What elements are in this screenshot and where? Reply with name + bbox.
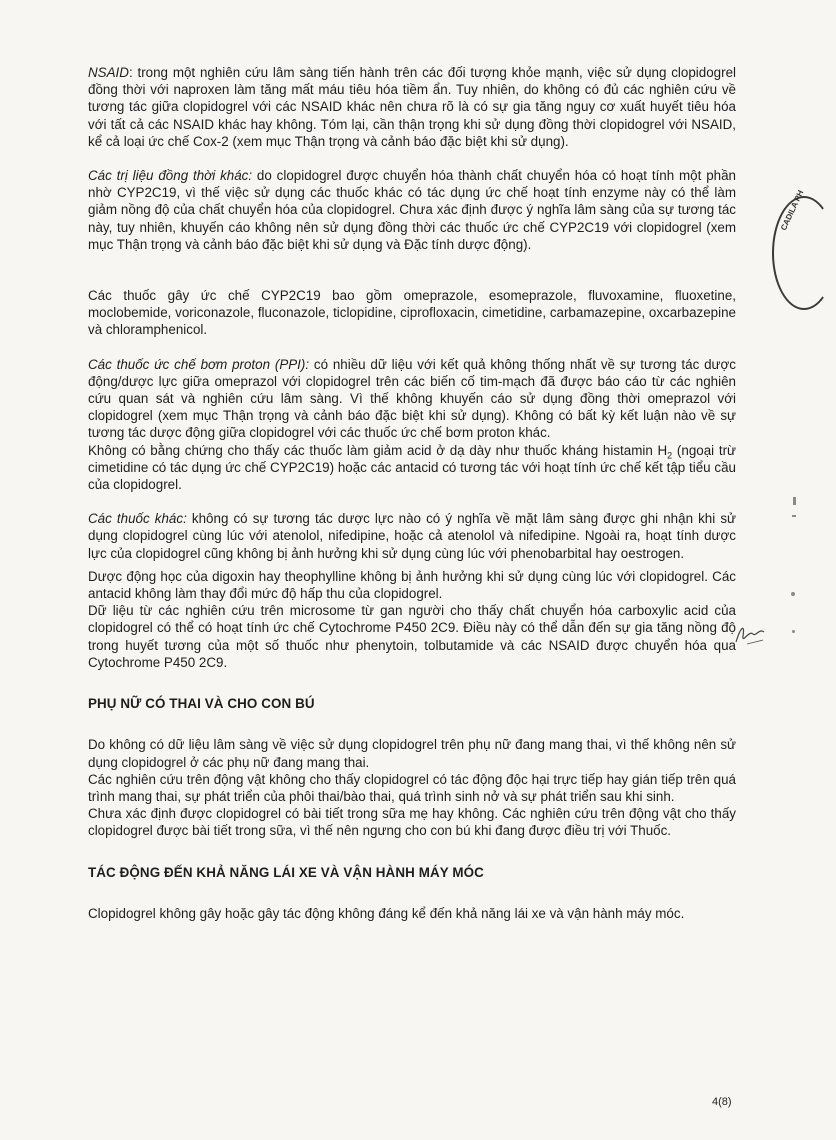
scan-mark bbox=[791, 592, 795, 596]
document-body bbox=[88, 64, 736, 922]
other-drugs-text: không có sự tương tác dược lực nào có ý nghĩa về mặt lâm sàng được ghi nhận khi sử dụng clopidogrel cùng lúc với atenolol, nifedipine, hoặc cả atenolol và nifedipine. Ngoài ra, hoạt tính dược lực của clopidogrel cũng không bị ảnh hưởng khi sử dụng cùng lúc với phenobarbital hay oestrogen. bbox=[88, 511, 736, 561]
paragraph-other-therapies bbox=[88, 167, 736, 253]
heading-pregnancy: PHỤ NỮ CÓ THAI VÀ CHO CON BÚ bbox=[88, 696, 315, 712]
scan-mark bbox=[793, 497, 796, 505]
paragraph-pregnancy-1: Do không có dữ liệu lâm sàng về việc sử dụng clopidogrel trên phụ nữ đang mang thai, vì thế không nên sử dụng clopidogrel ở các phụ nữ đang mang thai. bbox=[88, 737, 736, 770]
antacid-after: (ngoại trừ cimetidine có tác dụng ức chế CYP2C19) hoặc các antacid có tương tác với hoạt tính ức chế kết tập tiểu cầu của clopidogrel. bbox=[88, 442, 736, 493]
other-therapies-lead: Các trị liệu đồng thời khác: bbox=[88, 168, 253, 184]
company-stamp bbox=[772, 196, 836, 310]
page-number: 4(8) bbox=[712, 1096, 732, 1108]
paragraph-microsome: Dữ liệu từ các nghiên cứu trên microsome từ gan người cho thấy chất chuyển hóa carboxylic acid của clopidogrel có thể có hoạt tính ức chế Cytochrome P450 2C9. Điều này có thể dẫn đến sự gia tăng nồng độ trong huyết tương của một số thuốc như phenytoin, tolbutamide và các NSAID được chuyển hóa qua Cytochrome P450 2C9. bbox=[88, 603, 736, 670]
heading-driving: TÁC ĐỘNG ĐẾN KHẢ NĂNG LÁI XE VÀ VẬN HÀNH MÁY MÓC bbox=[88, 864, 484, 880]
stamp-text: CADILA PH bbox=[779, 188, 806, 232]
paragraph-nsaid bbox=[88, 64, 736, 150]
paragraph-driving: Clopidogrel không gây hoặc gây tác động không đáng kể đến khả năng lái xe và vận hành máy móc. bbox=[88, 905, 685, 921]
scan-mark bbox=[792, 630, 795, 633]
antacid-sub: 2 bbox=[667, 450, 673, 461]
ppi-text: có nhiều dữ liệu với kết quả không thống nhất về sự tương tác dược động/dược lực giữa omeprazol với clopidogrel trên các biến cố tim-mạch đã được báo cáo từ các nghiên cứu quan sát và nghiên cứu lâm sàng. Vì thế không khuyến cáo sử dụng đồng thời omeprazol với clopidogrel (xem mục Thận trọng và cảnh báo đặc biệt khi sử dụng). Không có bất kỳ kết luận nào về sự tương tác dược động giữa clopidogrel với các thuốc ức chế bơm proton khác. bbox=[88, 356, 736, 441]
nsaid-lead: NSAID bbox=[88, 65, 129, 80]
nsaid-text: : trong một nghiên cứu lâm sàng tiến hành trên các đối tượng khỏe mạnh, việc sử dụng clopidogrel đồng thời với naproxen làm tăng mất máu tiêu hóa tiềm ẩn. Tuy nhiên, do không có đủ các nghiên cứu về tương tác giữa clopidogrel với các NSAID khác nên chưa rõ là có sự gia tăng nguy cơ xuất huyết tiêu hóa với tất cả các NSAID khác hay không. Tóm lại, cần thận trọng khi sử dụng đồng thời clopidogrel với NSAID, kể cả loại ức chế Cox-2 (xem mục Thận trọng và cảnh báo đặc biệt khi sử dụng). bbox=[88, 65, 736, 149]
signature-mark bbox=[733, 622, 767, 648]
paragraph-cyp-inhibitors: Các thuốc gây ức chế CYP2C19 bao gồm omeprazole, esomeprazole, fluvoxamine, fluoxetine, moclobemide, voriconazole, fluconazole, ticlopidine, ciprofloxacin, cimetidine, carbamazepine, oxcarbazepine và chloramphenicol. bbox=[88, 288, 736, 338]
paragraph-pregnancy-3: Chưa xác định được clopidogrel có bài tiết trong sữa mẹ hay không. Các nghiên cứu trên động vật cho thấy clopidogrel được bài tiết trong sữa, vì thế nên ngưng cho con bú khi đang được điều trị với Thuốc. bbox=[88, 806, 736, 839]
paragraph-other-drugs bbox=[88, 510, 736, 562]
paragraph-antacid bbox=[88, 442, 736, 494]
paragraph-ppi bbox=[88, 356, 736, 442]
other-therapies-text: do clopidogrel được chuyển hóa thành chất chuyển hóa có hoạt tính một phần nhờ CYP2C19, vì thế việc sử dụng các thuốc khác có tác dụng ức chế hoạt tính enzyme này có thể làm giảm nồng độ của chất chuyển hóa của clopidogrel. Chưa xác định được ý nghĩa lâm sàng của sự tương tác này, tuy nhiên, khuyến cáo không nên sử dụng đồng thời các thuốc ức chế CYP2C19 với clopidogrel (xem mục Thận trọng và cảnh báo đặc biệt khi sử dụng và Đặc tính dược động). bbox=[88, 168, 736, 252]
paragraph-digoxin: Dược động học của digoxin hay theophylline không bị ảnh hưởng khi sử dụng cùng lúc với clopidogrel. Các antacid không làm thay đổi mức độ hấp thu của clopidogrel. bbox=[88, 568, 736, 602]
ppi-lead: Các thuốc ức chế bơm proton (PPI): bbox=[88, 356, 310, 372]
scan-mark bbox=[792, 515, 796, 517]
other-drugs-lead: Các thuốc khác: bbox=[88, 511, 187, 527]
paragraph-pregnancy-2: Các nghiên cứu trên động vật không cho thấy clopidogrel có tác động độc hại trực tiếp hay gián tiếp trên quá trình mang thai, sự phát triển của phôi thai/bào thai, quá trình sinh nở và sự phát triển sau khi sinh. bbox=[88, 771, 736, 804]
antacid-before: Không có bằng chứng cho thấy các thuốc làm giảm acid ở dạ dày như thuốc kháng histamin H bbox=[88, 442, 668, 458]
